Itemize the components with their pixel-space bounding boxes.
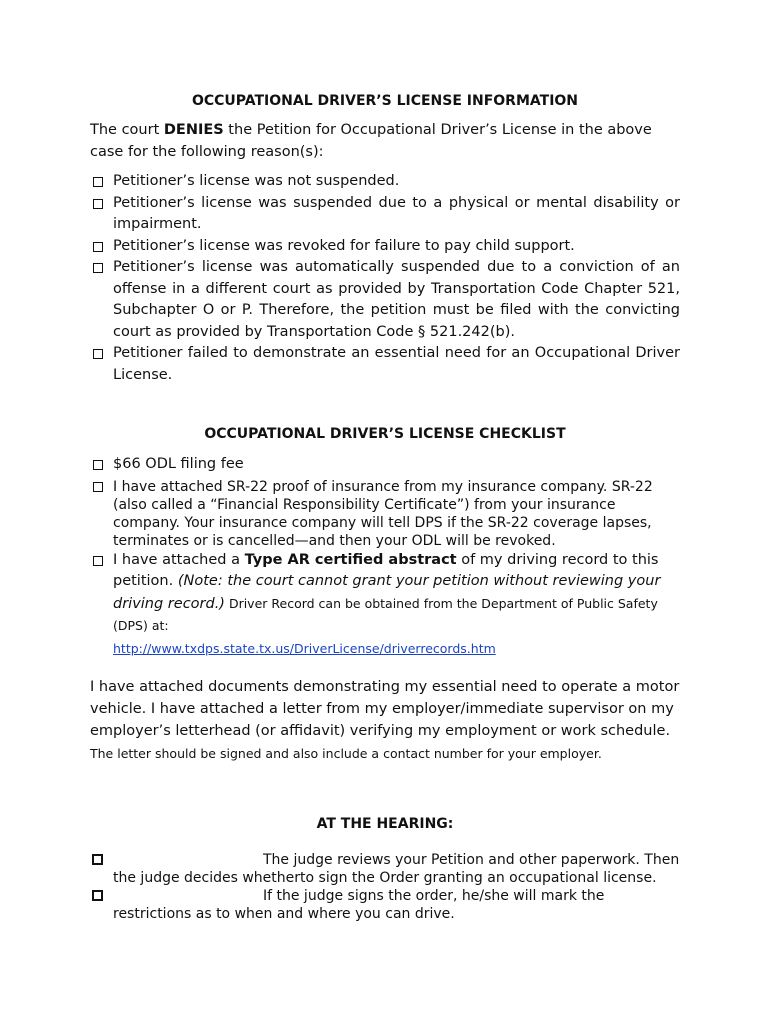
intro-prefix: The court (90, 122, 164, 138)
hearing-list (90, 851, 680, 923)
checklist-item-fee (90, 454, 680, 476)
checkbox-icon[interactable] (92, 890, 103, 901)
intro-suffix: the Petition for Occupational Driver’s License in the above case for the following reason(s): (90, 122, 652, 160)
checkbox-icon[interactable] (93, 349, 103, 359)
checkbox-icon[interactable] (93, 556, 103, 566)
hearing-item-text: If the judge signs the order, he/she will mark the restrictions as to when and where you can drive. (113, 888, 605, 922)
reason-item (90, 343, 680, 386)
essential-need-paragraph (90, 677, 680, 765)
hearing-heading: AT THE HEARING: (316, 816, 454, 832)
abstract-note: (Note: the court cannot grant your petition without reviewing your driving record.) (113, 573, 661, 612)
checkbox-icon[interactable] (92, 854, 103, 865)
reason-item (90, 193, 680, 236)
checkbox-icon[interactable] (93, 482, 103, 492)
reason-item (90, 171, 680, 193)
checklist-item-sr22 (90, 478, 680, 550)
reason-text: Petitioner’s license was automatically suspended due to a conviction of an offense in a different court as provided by Transportation Code Chapter 521, Subchapter O or P. Therefore, the petition must be filed with the convicting court as provided by Transportation Code § 521.242(b). (113, 259, 680, 340)
intro-denies: DENIES (163, 122, 224, 138)
reason-text: Petitioner’s license was suspended due to a physical or mental disability or impairment. (113, 194, 680, 232)
hearing-item (90, 887, 680, 923)
info-heading: OCCUPATIONAL DRIVER’S LICENSE INFORMATION (191, 93, 579, 109)
abstract-bold: Type AR certified abstract (244, 551, 457, 568)
abstract-mid: of my driving record to this petition. (113, 551, 659, 589)
denial-intro (90, 119, 680, 163)
reason-text: Petitioner’s license was revoked for failure to pay child support. (113, 237, 575, 254)
hearing-item-text: The judge reviews your Petition and other paperwork. Then the judge decides whetherto sign the Order granting an occupational license. (113, 852, 680, 886)
reason-text: Petitioner’s license was not suspended. (113, 173, 400, 189)
abstract-prefix: I have attached a (113, 551, 245, 568)
checklist-heading: OCCUPATIONAL DRIVER’S LICENSE CHECKLIST (204, 426, 566, 442)
checklist-list (90, 454, 680, 660)
reason-item (90, 257, 680, 343)
checklist-item-text: I have attached SR-22 proof of insurance from my insurance company. SR-22 (also called a “Financial Responsibility Certificate”) from your insurance company. Your insurance company will tell DPS if the SR-22 coverage lapses, terminates or is cancelled—and then your ODL will be revoked. (113, 478, 653, 549)
denial-reasons-list (90, 171, 680, 386)
checklist-item-abstract (90, 550, 680, 661)
checkbox-icon[interactable] (93, 177, 103, 187)
checklist-item-text: $66 ODL filing fee (113, 456, 244, 472)
checkbox-icon[interactable] (93, 242, 103, 252)
essential-need-text: I have attached documents demonstrating my essential need to operate a motor vehicle. I have attached a letter from my employer/immediate supervisor on my employer’s letterhead (or affidavit) verifying my employment or work schedule. (90, 679, 680, 739)
employer-letter-note: The letter should be signed and also include a contact number for your employer. (90, 745, 602, 761)
dps-driver-records-link[interactable]: http://www.txdps.state.tx.us/DriverLicense/driverrecords.htm (113, 640, 496, 656)
reason-text: Petitioner failed to demonstrate an essential need for an Occupational Driver License. (113, 345, 680, 383)
checkbox-icon[interactable] (93, 199, 103, 209)
checkbox-icon[interactable] (93, 460, 103, 470)
checkbox-icon[interactable] (93, 263, 103, 273)
abstract-dps-text: Driver Record can be obtained from the Department of Public Safety (DPS) at: (113, 595, 658, 633)
reason-item (90, 236, 680, 258)
hearing-item (90, 851, 680, 887)
